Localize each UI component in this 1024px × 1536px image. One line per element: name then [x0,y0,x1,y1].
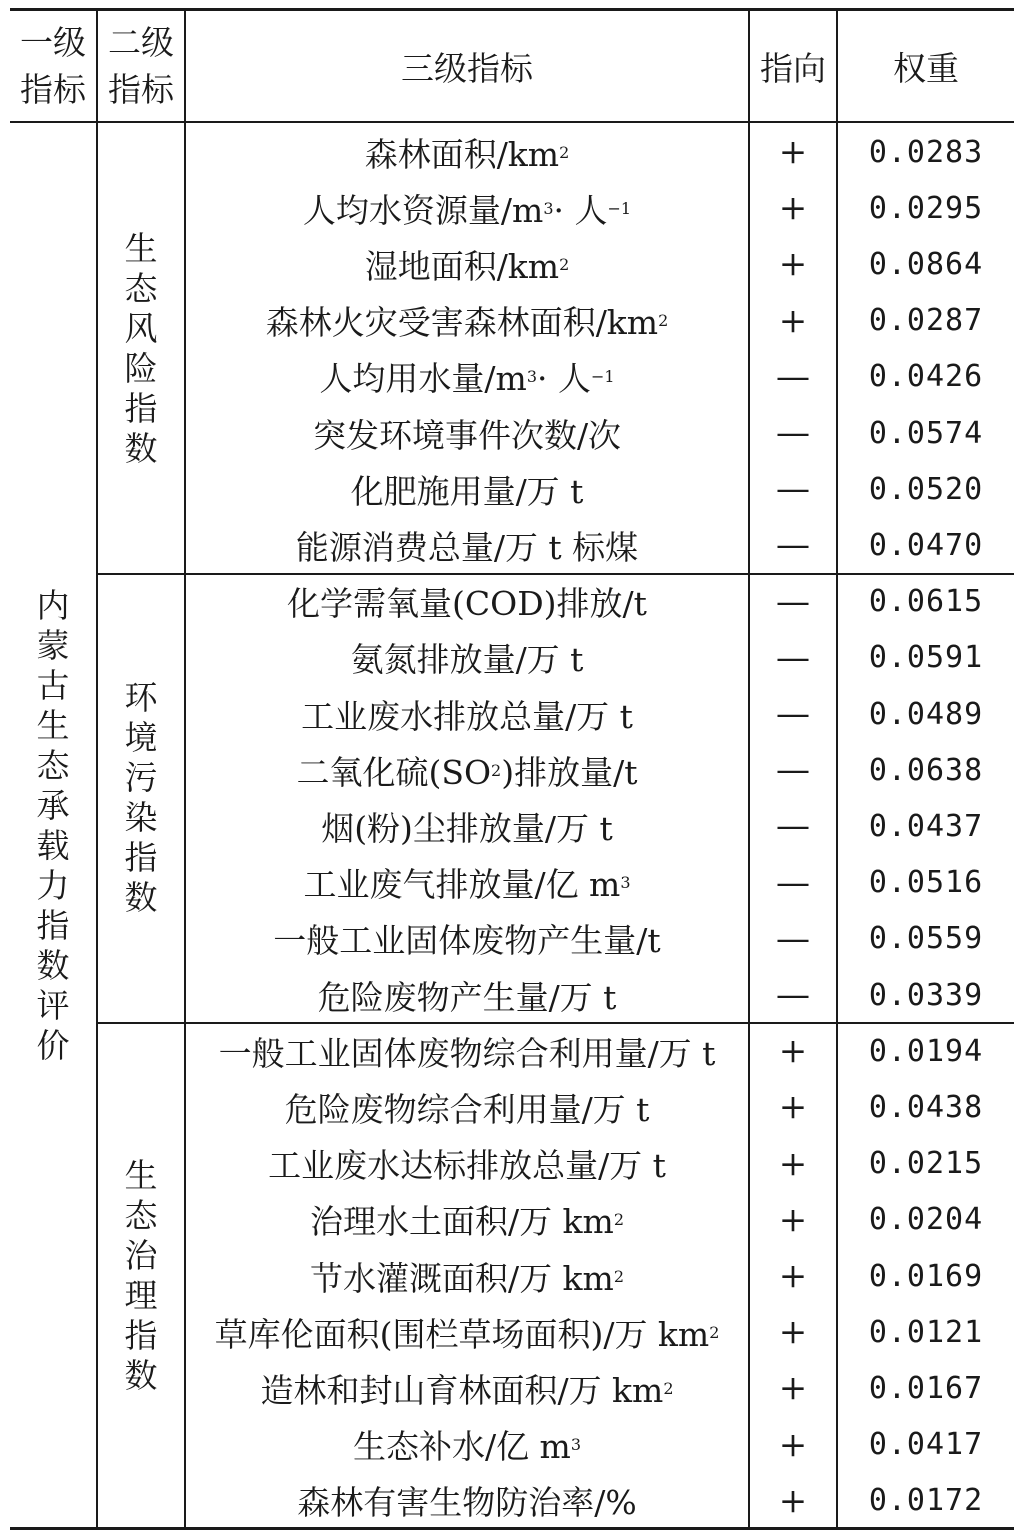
header-level1-line1: 一级 [20,23,86,62]
direction-sign: — [776,694,810,735]
header-level1-line2: 指标 [20,70,86,109]
weight-value: 0.0638 [868,752,984,788]
direction-sign: + [778,1199,808,1240]
weight-value: 0.0172 [868,1483,984,1519]
weight-value: 0.0516 [868,865,984,901]
direction-sign: + [778,244,808,285]
level1-indicator-name [10,124,96,1528]
direction-sign: + [778,1480,808,1521]
level1-char: 古 [36,666,70,705]
indicator-name: 治理水土面积/万 km 2 [309,1202,625,1242]
weight-value: 0.0470 [868,527,984,563]
direction-sign: — [776,975,810,1016]
level2-char: 险 [124,348,158,388]
level2-char: 指 [124,838,158,878]
level2-char: 态 [124,1196,158,1236]
direction-sign: — [776,862,810,903]
column-divider [96,10,98,1528]
indicator-name: 工业废气排放量/亿 m 3 [303,865,631,905]
weight-value: 0.0591 [868,640,984,676]
direction-sign: + [778,1312,808,1353]
direction-sign: — [776,413,810,454]
weight-value: 0.0426 [868,359,984,395]
level2-char: 态 [124,268,158,308]
weight-value: 0.0169 [868,1258,984,1294]
indicator-name: 烟(粉)尘排放量/万 t [321,808,613,848]
indicator-name: 化肥施用量/万 t [350,471,584,511]
indicator-name: 人均水资源量/m 3 · 人 −1 [302,190,632,230]
indicator-name: 人均用水量/m 3 · 人 −1 [319,359,615,399]
weight-value: 0.0215 [868,1146,984,1182]
direction-sign: — [776,918,810,959]
direction-sign: + [778,1087,808,1128]
header-direction: 指向 [760,48,826,88]
level1-char: 态 [36,746,70,785]
weight-value: 0.0864 [868,246,984,282]
level1-char: 价 [36,1026,70,1065]
direction-sign: + [778,1031,808,1072]
level1-char: 承 [36,786,70,825]
header-level3: 三级指标 [401,48,533,88]
top-rule [10,8,1014,11]
direction-sign: + [778,188,808,229]
indicator-name: 危险废物产生量/万 t [317,977,617,1017]
level2-char: 数 [124,878,158,918]
level2-char: 风 [124,308,158,348]
level2-char: 境 [124,718,158,758]
direction-sign: — [776,469,810,510]
column-divider [748,10,750,1528]
header-level2-line2: 指标 [108,70,174,109]
level2-char: 指 [124,388,158,428]
weight-value: 0.0438 [868,1089,984,1125]
level2-indicator-name [98,574,184,1024]
weight-value: 0.0437 [868,808,984,844]
weight-value: 0.0489 [868,696,984,732]
level2-char: 生 [124,1156,158,1196]
column-divider [836,10,838,1528]
level2-char: 染 [124,798,158,838]
level2-char: 环 [124,678,158,718]
weight-value: 0.0121 [868,1314,984,1350]
indicator-name: 生态补水/亿 m 3 [352,1427,582,1467]
level1-char: 力 [36,866,70,905]
level1-char: 生 [36,706,70,745]
direction-sign: + [778,132,808,173]
direction-sign: + [778,1143,808,1184]
indicator-name: 森林面积/km 2 [364,134,570,174]
header-level1 [10,10,96,122]
level2-char: 数 [124,1356,158,1396]
level2-char: 污 [124,758,158,798]
indicator-name: 一般工业固体废物产生量/t [273,921,661,961]
level2-char: 指 [124,1316,158,1356]
weight-value: 0.0574 [868,415,984,451]
level1-char: 内 [36,586,70,625]
indicator-name: 能源消费总量/万 t 标煤 [295,527,639,567]
weight-value: 0.0417 [868,1427,984,1463]
direction-sign: — [776,525,810,566]
indicator-name: 一般工业固体废物综合利用量/万 t [218,1033,716,1073]
direction-sign: + [778,1256,808,1297]
level1-char: 数 [36,946,70,985]
indicator-name: 突发环境事件次数/次 [312,415,622,455]
header-level2 [98,10,184,122]
level2-char: 数 [124,428,158,468]
weight-value: 0.0295 [868,190,984,226]
level2-indicator-name [98,1023,184,1529]
level2-char: 治 [124,1236,158,1276]
indicator-name: 草库伦面积(围栏草场面积)/万 km 2 [214,1314,720,1354]
weight-value: 0.0287 [868,303,984,339]
direction-sign: — [776,806,810,847]
column-divider [184,10,186,1528]
indicator-name: 湿地面积/km 2 [364,246,570,286]
level1-char: 评 [36,986,70,1025]
weight-value: 0.0194 [868,1033,984,1069]
indicator-name: 氨氮排放量/万 t [350,640,584,680]
direction-sign: — [776,356,810,397]
indicator-name: 工业废水达标排放总量/万 t [268,1146,666,1186]
weight-value: 0.0615 [868,584,984,620]
level1-char: 指 [36,906,70,945]
indicator-name: 造林和封山育林面积/万 km 2 [260,1370,674,1410]
direction-sign: + [778,1424,808,1465]
bottom-rule [10,1527,1014,1530]
header-weight: 权重 [893,48,959,88]
indicator-name: 二氧化硫(SO 2 )排放量/t [296,752,638,792]
level1-char: 载 [36,826,70,865]
header-rule [10,121,1014,123]
header-level2-line1: 二级 [108,23,174,62]
indicator-name: 森林火灾受害森林面积/km 2 [265,303,669,343]
indicator-name: 节水灌溉面积/万 km 2 [309,1258,625,1298]
weight-value: 0.0520 [868,471,984,507]
weight-value: 0.0283 [868,134,984,170]
level2-char: 理 [124,1276,158,1316]
direction-sign: + [778,300,808,341]
weight-value: 0.0339 [868,977,984,1013]
direction-sign: + [778,1368,808,1409]
weight-value: 0.0559 [868,921,984,957]
level1-char: 蒙 [36,626,70,665]
indicator-name: 危险废物综合利用量/万 t [284,1089,650,1129]
weight-value: 0.0204 [868,1202,984,1238]
level2-indicator-name [98,124,184,574]
direction-sign: — [776,750,810,791]
weight-value: 0.0167 [868,1370,984,1406]
direction-sign: — [776,637,810,678]
indicator-name: 化学需氧量(COD)排放/t [287,584,647,624]
indicator-name: 森林有害生物防治率/% [297,1483,637,1523]
level2-char: 生 [124,228,158,268]
indicator-name: 工业废水排放总量/万 t [301,696,633,736]
direction-sign: — [776,581,810,622]
